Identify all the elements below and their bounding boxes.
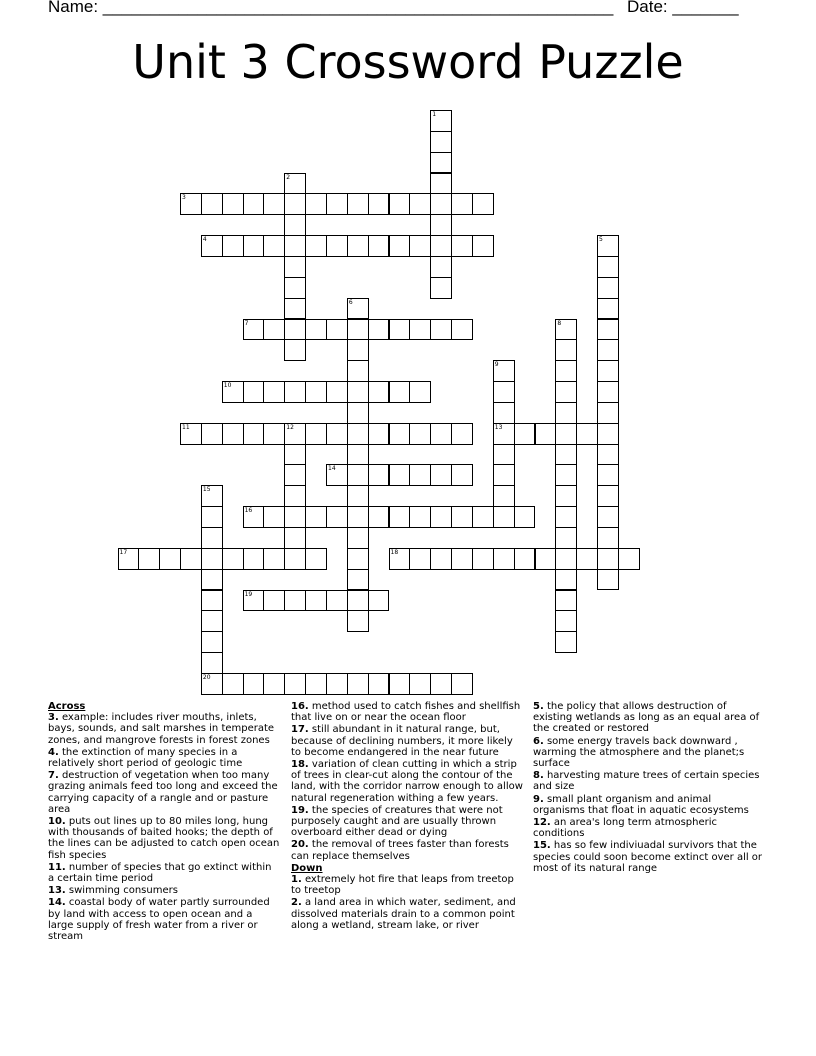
clue-item (48, 862, 280, 884)
clue-item-text: method used to catch fishes and shellfish that live on or near the ocean floor (291, 701, 521, 724)
grid-cell[interactable] (389, 319, 411, 341)
grid-cell[interactable] (284, 193, 306, 215)
grid-cell[interactable] (284, 444, 306, 466)
grid-cell[interactable] (201, 652, 223, 674)
clue-item-number: 20. (291, 839, 309, 851)
grid-cell[interactable] (263, 193, 285, 215)
clues-column-3 (533, 701, 765, 875)
grid-cell[interactable] (409, 464, 431, 486)
clue-item-text: the extinction of many species in a relatively short period of geologic time (48, 746, 243, 770)
grid-cell[interactable] (389, 548, 411, 570)
grid-cell[interactable] (305, 423, 327, 445)
grid-cell[interactable] (451, 235, 473, 257)
clue-number: 19 (244, 590, 253, 598)
clue-item-text: extremely hot fire that leaps from treetop to treetop (291, 874, 514, 897)
clue-item (291, 897, 523, 931)
grid-cell[interactable] (409, 193, 431, 215)
grid-cell[interactable] (368, 506, 390, 528)
grid-cell[interactable] (368, 590, 390, 612)
clue-item (291, 874, 523, 896)
grid-cell[interactable] (472, 506, 494, 528)
clue-number: 20 (202, 673, 211, 681)
grid-cell[interactable] (284, 590, 306, 612)
grid-cell[interactable] (493, 402, 515, 424)
grid-cell[interactable] (222, 235, 244, 257)
grid-cell[interactable] (597, 485, 619, 507)
grid-cell[interactable] (597, 464, 619, 486)
grid-cell[interactable] (284, 298, 306, 320)
clue-item-number: 7. (48, 770, 59, 782)
grid-cell[interactable] (389, 381, 411, 403)
grid-cell[interactable] (263, 235, 285, 257)
grid-cell[interactable] (430, 214, 452, 236)
clue-item (291, 839, 523, 861)
grid-cell[interactable] (201, 423, 223, 445)
grid-cell[interactable] (514, 506, 536, 528)
grid-cell[interactable] (347, 319, 369, 341)
clue-item-number: 4. (48, 746, 59, 758)
clue-item-text: an area's long term atmospheric conditions (533, 817, 718, 840)
grid-cell[interactable] (284, 527, 306, 549)
clue-item (533, 840, 765, 874)
grid-cell[interactable] (451, 673, 473, 695)
grid-cell[interactable] (451, 548, 473, 570)
grid-cell[interactable] (514, 423, 536, 445)
clue-item-text: has so few indiviuadal survivors that the species could soon become extinct over all or most of its natural range (533, 840, 763, 874)
clue-item-number: 6. (533, 735, 544, 747)
grid-cell[interactable] (305, 548, 327, 570)
grid-cell[interactable] (347, 381, 369, 403)
grid-cell[interactable] (409, 673, 431, 695)
grid-cell[interactable] (201, 590, 223, 612)
clue-item-text: harvesting mature trees of certain species and size (533, 770, 760, 793)
clue-item-text: number of species that go extinct within a certain time period (48, 861, 272, 885)
grid-cell[interactable] (389, 235, 411, 257)
grid-cell[interactable] (555, 339, 577, 361)
name-field-label: Name: ______________________________________________________ (48, 0, 614, 16)
clue-item (533, 736, 765, 770)
clue-item (291, 701, 523, 723)
grid-cell[interactable] (368, 193, 390, 215)
grid-cell[interactable] (347, 527, 369, 549)
clue-section-heading: Down (291, 862, 323, 874)
grid-cell[interactable] (284, 506, 306, 528)
clue-number: 17 (119, 548, 128, 556)
clue-item-text: still abundant in it natural range, but, because of declining numbers, it more likely to become endangered in the near future (291, 724, 513, 758)
grid-cell[interactable] (368, 464, 390, 486)
grid-cell[interactable] (201, 527, 223, 549)
grid-cell[interactable] (222, 193, 244, 215)
clue-item-text: the policy that allows destruction of existing wetlands as long as an equal area of the created or restored (533, 701, 760, 735)
clue-number: 18 (390, 548, 399, 556)
grid-cell[interactable] (284, 485, 306, 507)
grid-cell[interactable] (493, 485, 515, 507)
grid-cell[interactable] (493, 381, 515, 403)
clue-item-text: the species of creatures that were not purposely caught and are usually thrown overboard either dead or dying (291, 804, 503, 839)
grid-cell[interactable] (493, 464, 515, 486)
clue-item (533, 817, 765, 839)
clue-item-text: puts out lines up to 80 miles long, hung with thousands of baited hooks; the depth of the lines can be adjusted to catch open ocean fish species (48, 816, 280, 861)
grid-cell[interactable] (389, 506, 411, 528)
grid-cell[interactable] (430, 673, 452, 695)
clue-item (48, 712, 280, 746)
clue-item-number: 8. (533, 770, 544, 782)
grid-cell[interactable] (222, 548, 244, 570)
clue-section-heading: Across (48, 701, 86, 712)
clue-item-number: 1. (291, 874, 302, 886)
grid-cell[interactable] (555, 402, 577, 424)
grid-cell[interactable] (430, 548, 452, 570)
grid-cell[interactable] (430, 277, 452, 299)
grid-cell[interactable] (284, 173, 306, 195)
grid-cell[interactable] (284, 381, 306, 403)
grid-cell[interactable] (326, 464, 348, 486)
grid-cell[interactable] (347, 360, 369, 382)
grid-cell[interactable] (451, 319, 473, 341)
grid-cell[interactable] (263, 506, 285, 528)
grid-cell[interactable] (430, 319, 452, 341)
grid-cell[interactable] (326, 235, 348, 257)
grid-cell[interactable] (555, 610, 577, 632)
grid-cell[interactable] (555, 506, 577, 528)
clue-item-number: 11. (48, 861, 66, 873)
grid-cell[interactable] (305, 506, 327, 528)
grid-cell[interactable] (597, 360, 619, 382)
grid-cell[interactable] (284, 673, 306, 695)
grid-cell[interactable] (347, 402, 369, 424)
grid-cell[interactable] (284, 339, 306, 361)
grid-cell[interactable] (243, 548, 265, 570)
grid-cell[interactable] (243, 319, 265, 341)
clue-item-text: a land area in which water, sediment, and dissolved materials drain to a common point along a wetland, stream lake, or river (291, 897, 516, 931)
grid-cell[interactable] (514, 548, 536, 570)
grid-cell[interactable] (347, 548, 369, 570)
grid-cell[interactable] (347, 423, 369, 445)
clue-item-text: example: includes river mouths, inlets, bays, sounds, and salt marshes in temperate zones, and mangrove forests in forest zones (48, 712, 275, 746)
grid-cell[interactable] (263, 319, 285, 341)
grid-cell[interactable] (597, 402, 619, 424)
grid-cell[interactable] (409, 381, 431, 403)
clue-number: 9 (494, 361, 499, 369)
grid-cell[interactable] (597, 506, 619, 528)
grid-cell[interactable] (451, 193, 473, 215)
grid-cell[interactable] (618, 548, 640, 570)
grid-cell[interactable] (389, 673, 411, 695)
date-field-label: Date: _______ (627, 0, 739, 16)
grid-cell[interactable] (430, 193, 452, 215)
grid-cell[interactable] (430, 423, 452, 445)
clue-item-text: variation of clean cutting in which a strip of trees in clear-cut along the contour of the land, with the corridor narrow enough to allow natural regeneration withing a few years. (291, 759, 523, 804)
grid-cell[interactable] (347, 298, 369, 320)
grid-cell[interactable] (263, 673, 285, 695)
grid-cell[interactable] (243, 235, 265, 257)
clue-number: 2 (286, 173, 291, 181)
clue-item (48, 770, 280, 815)
grid-cell[interactable] (472, 193, 494, 215)
grid-cell[interactable] (284, 423, 306, 445)
grid-cell[interactable] (347, 673, 369, 695)
grid-cell[interactable] (201, 673, 223, 695)
grid-cell[interactable] (326, 423, 348, 445)
grid-cell[interactable] (243, 193, 265, 215)
grid-cell[interactable] (305, 381, 327, 403)
grid-cell[interactable] (368, 423, 390, 445)
grid-cell[interactable] (201, 569, 223, 591)
grid-cell[interactable] (201, 235, 223, 257)
clue-number: 14 (328, 465, 336, 473)
grid-cell[interactable] (305, 673, 327, 695)
clue-item-text: some energy travels back downward , warming the atmosphere and the planet;s surface (533, 735, 745, 770)
grid-cell[interactable] (326, 319, 348, 341)
grid-cell[interactable] (409, 423, 431, 445)
grid-cell[interactable] (389, 464, 411, 486)
grid-cell[interactable] (284, 256, 306, 278)
grid-cell[interactable] (347, 569, 369, 591)
clue-item (291, 759, 523, 804)
grid-cell[interactable] (347, 506, 369, 528)
grid-cell[interactable] (472, 548, 494, 570)
grid-cell[interactable] (305, 590, 327, 612)
grid-cell[interactable] (201, 631, 223, 653)
clue-item-text: coastal body of water partly surrounded by land with access to open ocean and a large supply of fresh water from a river or stream (48, 897, 270, 943)
grid-cell[interactable] (493, 506, 515, 528)
grid-cell[interactable] (222, 381, 244, 403)
grid-cell[interactable] (326, 381, 348, 403)
clue-item-number: 13. (48, 885, 66, 897)
clue-item (48, 816, 280, 861)
grid-cell[interactable] (347, 610, 369, 632)
grid-cell[interactable] (263, 381, 285, 403)
grid-cell[interactable] (493, 423, 515, 445)
grid-cell[interactable] (347, 590, 369, 612)
grid-cell[interactable] (555, 381, 577, 403)
grid-cell[interactable] (243, 381, 265, 403)
clue-item (48, 747, 280, 769)
clue-item-text: the removal of trees faster than forests can replace themselves (291, 839, 509, 862)
clue-item-number: 18. (291, 759, 309, 771)
grid-cell[interactable] (180, 423, 202, 445)
grid-cell[interactable] (347, 193, 369, 215)
grid-cell[interactable] (243, 673, 265, 695)
grid-cell[interactable] (535, 548, 557, 570)
grid-cell[interactable] (555, 319, 577, 341)
clue-number: 16 (244, 507, 253, 515)
grid-cell[interactable] (472, 235, 494, 257)
clue-item-number: 5. (533, 701, 544, 712)
clue-item-number: 17. (291, 724, 309, 736)
clue-number: 3 (182, 194, 186, 202)
grid-cell[interactable] (222, 423, 244, 445)
grid-cell[interactable] (180, 193, 202, 215)
grid-cell[interactable] (555, 360, 577, 382)
grid-cell[interactable] (451, 423, 473, 445)
clue-number: 15 (202, 486, 211, 494)
grid-cell[interactable] (284, 277, 306, 299)
grid-cell[interactable] (430, 464, 452, 486)
grid-cell[interactable] (430, 152, 452, 174)
clue-item (291, 724, 523, 758)
clues-column-1 (48, 701, 280, 943)
clue-item (533, 701, 765, 735)
grid-cell[interactable] (201, 485, 223, 507)
grid-cell[interactable] (597, 569, 619, 591)
clue-item-number: 3. (48, 712, 59, 724)
grid-cell[interactable] (305, 319, 327, 341)
grid-cell[interactable] (368, 381, 390, 403)
grid-cell[interactable] (368, 673, 390, 695)
grid-cell[interactable] (493, 548, 515, 570)
clue-item (533, 794, 765, 816)
grid-cell[interactable] (555, 590, 577, 612)
clue-item (291, 805, 523, 839)
clue-number: 4 (202, 236, 207, 244)
grid-cell[interactable] (535, 423, 557, 445)
grid-cell[interactable] (597, 235, 619, 257)
grid-cell[interactable] (430, 256, 452, 278)
grid-cell[interactable] (597, 423, 619, 445)
grid-cell[interactable] (284, 319, 306, 341)
grid-cell[interactable] (597, 319, 619, 341)
clue-item (48, 897, 280, 942)
grid-cell[interactable] (430, 506, 452, 528)
grid-cell[interactable] (180, 548, 202, 570)
grid-cell[interactable] (409, 319, 431, 341)
grid-cell[interactable] (347, 464, 369, 486)
grid-cell[interactable] (597, 277, 619, 299)
grid-cell[interactable] (430, 235, 452, 257)
clue-number: 8 (557, 319, 562, 327)
grid-cell[interactable] (555, 485, 577, 507)
clue-item-text: destruction of vegetation when too many grazing animals feed too long and exceed the carrying capacity of a rangle and or pasture area (48, 770, 278, 815)
clue-item-text: swimming consumers (68, 885, 178, 897)
clue-number: 6 (348, 298, 353, 306)
clue-number: 13 (494, 423, 503, 431)
grid-cell[interactable] (347, 485, 369, 507)
clue-item-number: 15. (533, 840, 551, 852)
grid-cell[interactable] (284, 464, 306, 486)
grid-cell[interactable] (597, 527, 619, 549)
clue-item-number: 19. (291, 804, 309, 816)
clue-item-number: 12. (533, 817, 551, 829)
grid-cell[interactable] (576, 423, 598, 445)
grid-cell[interactable] (597, 298, 619, 320)
grid-cell[interactable] (138, 548, 160, 570)
grid-cell[interactable] (597, 548, 619, 570)
clue-item-number: 9. (533, 793, 544, 805)
grid-cell[interactable] (555, 527, 577, 549)
clue-item-number: 14. (48, 897, 66, 909)
grid-cell[interactable] (284, 235, 306, 257)
grid-cell[interactable] (555, 631, 577, 653)
clue-item-number: 10. (48, 816, 66, 828)
grid-cell[interactable] (284, 214, 306, 236)
grid-cell[interactable] (389, 193, 411, 215)
grid-cell[interactable] (430, 173, 452, 195)
grid-cell[interactable] (368, 235, 390, 257)
grid-cell[interactable] (326, 590, 348, 612)
grid-cell[interactable] (201, 193, 223, 215)
grid-cell[interactable] (451, 506, 473, 528)
clue-number: 5 (599, 236, 603, 244)
clue-item-text: small plant organism and animal organisms that float in aquatic ecosystems (533, 793, 749, 816)
grid-cell[interactable] (326, 673, 348, 695)
grid-cell[interactable] (118, 548, 140, 570)
grid-cell[interactable] (576, 548, 598, 570)
grid-cell[interactable] (451, 464, 473, 486)
grid-cell[interactable] (555, 444, 577, 466)
grid-cell[interactable] (430, 131, 452, 153)
grid-cell[interactable] (597, 381, 619, 403)
grid-cell[interactable] (326, 506, 348, 528)
grid-cell[interactable] (347, 339, 369, 361)
grid-cell[interactable] (326, 193, 348, 215)
grid-cell[interactable] (555, 423, 577, 445)
grid-cell[interactable] (263, 548, 285, 570)
grid-cell[interactable] (555, 569, 577, 591)
grid-cell[interactable] (243, 423, 265, 445)
grid-cell[interactable] (597, 339, 619, 361)
grid-cell[interactable] (243, 506, 265, 528)
grid-cell[interactable] (222, 673, 244, 695)
clue-item-number: 16. (291, 701, 309, 712)
clue-number: 1 (432, 111, 437, 118)
grid-cell[interactable] (263, 423, 285, 445)
page-title: Unit 3 Crossword Puzzle (132, 35, 684, 89)
grid-cell[interactable] (305, 193, 327, 215)
clues-column-2 (291, 701, 523, 932)
grid-cell[interactable] (201, 610, 223, 632)
grid-cell[interactable] (368, 319, 390, 341)
clue-number: 11 (182, 423, 190, 431)
grid-cell[interactable] (555, 464, 577, 486)
grid-cell[interactable] (409, 548, 431, 570)
grid-cell[interactable] (493, 444, 515, 466)
grid-cell[interactable] (347, 235, 369, 257)
grid-cell[interactable] (389, 423, 411, 445)
grid-cell[interactable] (555, 548, 577, 570)
grid-cell[interactable] (597, 444, 619, 466)
clue-number: 7 (244, 319, 249, 327)
grid-cell[interactable] (409, 235, 431, 257)
clue-item-number: 2. (291, 897, 302, 909)
clue-item (533, 770, 765, 792)
grid-cell[interactable] (201, 506, 223, 528)
clue-number: 10 (223, 382, 232, 390)
clue-item (48, 885, 280, 896)
grid-cell[interactable] (243, 590, 265, 612)
grid-cell[interactable] (493, 360, 515, 382)
grid-cell[interactable] (263, 590, 285, 612)
clue-number: 12 (286, 423, 294, 431)
grid-cell[interactable] (347, 444, 369, 466)
grid-cell[interactable] (284, 548, 306, 570)
grid-cell[interactable] (409, 506, 431, 528)
grid-cell[interactable] (430, 110, 452, 132)
grid-cell[interactable] (305, 235, 327, 257)
grid-cell[interactable] (159, 548, 181, 570)
grid-cell[interactable] (201, 548, 223, 570)
grid-cell[interactable] (597, 256, 619, 278)
